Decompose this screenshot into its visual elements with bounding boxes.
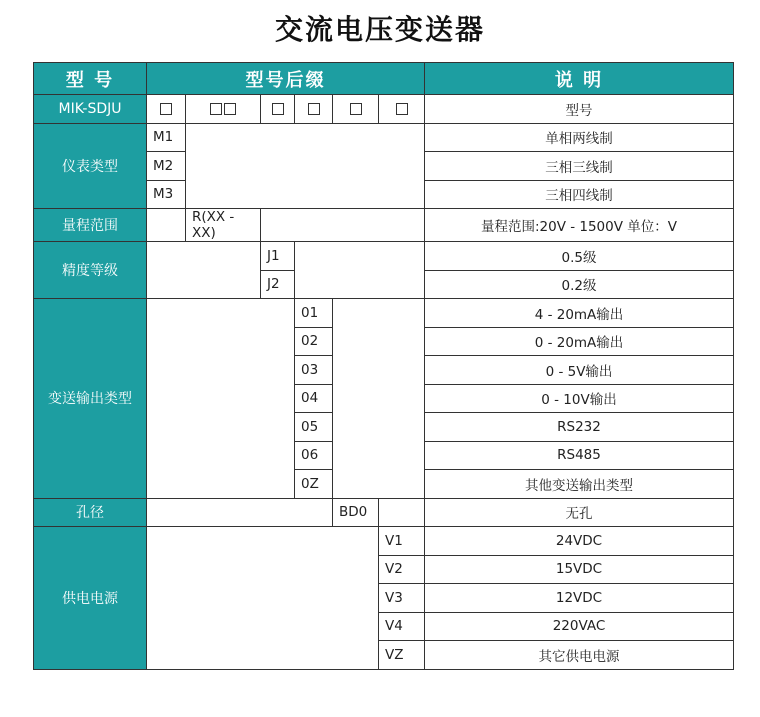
empty-cell xyxy=(147,527,379,670)
meter-type-desc: 三相四线制 xyxy=(425,180,734,209)
power-desc: 15VDC xyxy=(425,555,734,584)
table-header-row xyxy=(34,63,734,95)
output-code: 03 xyxy=(295,356,333,385)
output-code: 02 xyxy=(295,327,333,356)
empty-cell xyxy=(147,299,295,499)
power-desc: 220VAC xyxy=(425,612,734,641)
model-selection-table xyxy=(33,62,734,670)
output-code: 06 xyxy=(295,441,333,470)
power-code: V4 xyxy=(379,612,425,641)
table-row xyxy=(34,498,734,527)
model-desc: 型号 xyxy=(425,95,734,124)
power-label: 供电电源 xyxy=(34,527,147,670)
output-desc: 0 - 20mA输出 xyxy=(425,327,734,356)
table-row xyxy=(34,527,734,556)
meter-type-desc: 三相三线制 xyxy=(425,152,734,181)
hole-desc: 无孔 xyxy=(425,498,734,527)
box-icon xyxy=(272,103,284,115)
meter-type-code: M2 xyxy=(147,152,186,181)
output-label: 变送输出类型 xyxy=(34,299,147,499)
empty-cell xyxy=(261,209,425,242)
box-icon xyxy=(308,103,320,115)
suffix-box-5 xyxy=(333,95,379,124)
empty-cell xyxy=(147,209,186,242)
accuracy-code: J2 xyxy=(261,270,295,299)
output-desc: 0 - 10V输出 xyxy=(425,384,734,413)
output-desc: RS485 xyxy=(425,441,734,470)
range-code: R(XX - XX) xyxy=(186,209,261,242)
box-icon xyxy=(350,103,362,115)
output-code: 04 xyxy=(295,384,333,413)
empty-cell xyxy=(333,299,425,499)
table-row xyxy=(34,242,734,271)
accuracy-desc: 0.5级 xyxy=(425,242,734,271)
power-desc: 24VDC xyxy=(425,527,734,556)
model-name: MIK-SDJU xyxy=(34,95,147,124)
suffix-box-6 xyxy=(379,95,425,124)
table-row xyxy=(34,299,734,328)
power-code: V1 xyxy=(379,527,425,556)
suffix-box-3 xyxy=(261,95,295,124)
power-code: V3 xyxy=(379,584,425,613)
box-icon xyxy=(396,103,408,115)
power-desc: 12VDC xyxy=(425,584,734,613)
output-desc: RS232 xyxy=(425,413,734,442)
range-desc: 量程范围:20V - 1500V 单位：V xyxy=(425,209,734,242)
range-label: 量程范围 xyxy=(34,209,147,242)
output-desc: 其他变送输出类型 xyxy=(425,470,734,499)
empty-cell xyxy=(186,123,425,209)
suffix-box-4 xyxy=(295,95,333,124)
suffix-box-1 xyxy=(147,95,186,124)
output-desc: 4 - 20mA输出 xyxy=(425,299,734,328)
accuracy-label: 精度等级 xyxy=(34,242,147,299)
header-model: 型 号 xyxy=(34,63,147,95)
meter-type-code: M3 xyxy=(147,180,186,209)
suffix-box-2 xyxy=(186,95,261,124)
accuracy-code: J1 xyxy=(261,242,295,271)
accuracy-desc: 0.2级 xyxy=(425,270,734,299)
meter-type-code: M1 xyxy=(147,123,186,152)
box-icon xyxy=(224,103,236,115)
empty-cell xyxy=(147,242,261,299)
table-row-model xyxy=(34,95,734,124)
table-row xyxy=(34,209,734,242)
box-icon xyxy=(210,103,222,115)
table-row xyxy=(34,123,734,152)
power-desc: 其它供电电源 xyxy=(425,641,734,670)
hole-label: 孔径 xyxy=(34,498,147,527)
box-icon xyxy=(160,103,172,115)
hole-code: BD0 xyxy=(333,498,379,527)
page-title: 交流电压变送器 xyxy=(274,13,485,46)
meter-type-label: 仪表类型 xyxy=(34,123,147,209)
header-suffix: 型号后缀 xyxy=(147,63,425,95)
power-code: VZ xyxy=(379,641,425,670)
power-code: V2 xyxy=(379,555,425,584)
output-code: 0Z xyxy=(295,470,333,499)
output-code: 05 xyxy=(295,413,333,442)
header-desc: 说 明 xyxy=(425,63,734,95)
empty-cell xyxy=(295,242,425,299)
output-code: 01 xyxy=(295,299,333,328)
meter-type-desc: 单相两线制 xyxy=(425,123,734,152)
output-desc: 0 - 5V输出 xyxy=(425,356,734,385)
empty-cell xyxy=(379,498,425,527)
empty-cell xyxy=(147,498,333,527)
